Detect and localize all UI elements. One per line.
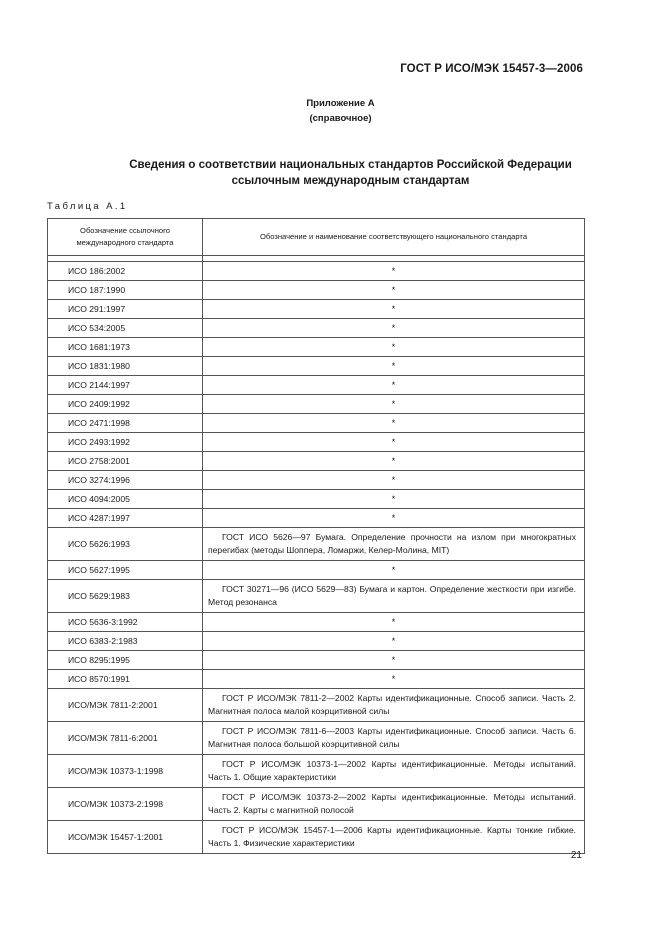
- national-standard-absent: *: [203, 561, 585, 580]
- intl-standard-cell: ИСО 8295:1995: [48, 651, 203, 670]
- table-row: [48, 471, 585, 490]
- intl-standard-cell: ИСО 1681:1973: [48, 338, 203, 357]
- national-standard-cell: ГОСТ ИСО 5626—97 Бумага. Определение прочности на излом при многократных перегибах (методы Шоппера, Ломаржи, Келер-Молина, MIT): [203, 528, 585, 561]
- intl-standard-cell: ИСО 5629:1983: [48, 580, 203, 613]
- intl-standard-cell: ИСО 291:1997: [48, 300, 203, 319]
- national-standard-absent: *: [203, 651, 585, 670]
- table-row: [48, 338, 585, 357]
- national-standard-absent: *: [203, 433, 585, 452]
- table-row: [48, 490, 585, 509]
- main-title: [0, 157, 661, 189]
- table-body: [48, 262, 585, 854]
- correspondence-table: [47, 218, 585, 854]
- intl-standard-cell: ИСО 2471:1998: [48, 414, 203, 433]
- national-standard-absent: *: [203, 509, 585, 528]
- table-row: [48, 395, 585, 414]
- table-row: [48, 561, 585, 580]
- intl-standard-cell: ИСО 4094:2005: [48, 490, 203, 509]
- document-header-code: ГОСТ Р ИСО/МЭК 15457-3—2006: [400, 63, 583, 75]
- national-standard-absent: *: [203, 262, 585, 281]
- table-row: [48, 821, 585, 854]
- national-standard-absent: *: [203, 471, 585, 490]
- table-row: [48, 670, 585, 689]
- national-standard-absent: *: [203, 281, 585, 300]
- header-intl-line1: Обозначение ссылочного: [80, 226, 170, 235]
- table-row: [48, 300, 585, 319]
- table-row: [48, 357, 585, 376]
- header-intl-line2: международного стандарта: [76, 238, 174, 247]
- intl-standard-cell: ИСО 2409:1992: [48, 395, 203, 414]
- intl-standard-cell: ИСО/МЭК 10373-1:1998: [48, 755, 203, 788]
- table-row: [48, 788, 585, 821]
- intl-standard-cell: ИСО 1831:1980: [48, 357, 203, 376]
- main-title-line1: Сведения о соответствии национальных стандартов Российской Федерации: [129, 159, 572, 171]
- national-standard-absent: *: [203, 670, 585, 689]
- table-row: [48, 281, 585, 300]
- table-row: [48, 509, 585, 528]
- table-row: [48, 651, 585, 670]
- national-standard-absent: *: [203, 376, 585, 395]
- table-caption: Таблица А.1: [47, 201, 128, 212]
- table-row: [48, 262, 585, 281]
- national-standard-absent: *: [203, 300, 585, 319]
- national-standard-absent: *: [203, 357, 585, 376]
- table-row: [48, 433, 585, 452]
- table-row: [48, 319, 585, 338]
- annex-title: Приложение А: [306, 98, 375, 109]
- intl-standard-cell: ИСО 5626:1993: [48, 528, 203, 561]
- national-standard-cell: ГОСТ Р ИСО/МЭК 10373-2—2002 Карты идентификационные. Методы испытаний. Часть 2. Карты с магнитной полосой: [203, 788, 585, 821]
- table-row: [48, 613, 585, 632]
- header-national-standard: Обозначение и наименование соответствующего национального стандарта: [203, 219, 585, 256]
- intl-standard-cell: ИСО/МЭК 10373-2:1998: [48, 788, 203, 821]
- national-standard-absent: *: [203, 632, 585, 651]
- national-standard-cell: ГОСТ Р ИСО/МЭК 7811-6—2003 Карты идентификационные. Способ записи. Часть 6. Магнитная полоса большой коэрцитивной силы: [203, 722, 585, 755]
- page-number: 21: [570, 850, 582, 861]
- annex-subtitle: (справочное): [309, 113, 372, 124]
- intl-standard-cell: ИСО 5627:1995: [48, 561, 203, 580]
- table-row: [48, 632, 585, 651]
- intl-standard-cell: ИСО 5636-3:1992: [48, 613, 203, 632]
- table-row: [48, 722, 585, 755]
- national-standard-cell: ГОСТ Р ИСО/МЭК 7811-2—2002 Карты идентификационные. Способ записи. Часть 2. Магнитная полоса малой коэрцитивной силы: [203, 689, 585, 722]
- table-row: [48, 689, 585, 722]
- intl-standard-cell: ИСО 186:2002: [48, 262, 203, 281]
- intl-standard-cell: ИСО/МЭК 15457-1:2001: [48, 821, 203, 854]
- national-standard-absent: *: [203, 490, 585, 509]
- national-standard-absent: *: [203, 452, 585, 471]
- main-title-line2: ссылочным международным стандартам: [231, 175, 470, 187]
- intl-standard-cell: ИСО/МЭК 7811-2:2001: [48, 689, 203, 722]
- table-row: [48, 755, 585, 788]
- table-header-row: [48, 219, 585, 256]
- intl-standard-cell: ИСО 2144:1997: [48, 376, 203, 395]
- intl-standard-cell: ИСО 3274:1996: [48, 471, 203, 490]
- table-row: [48, 414, 585, 433]
- national-standard-absent: *: [203, 414, 585, 433]
- table-row: [48, 580, 585, 613]
- intl-standard-cell: ИСО 534:2005: [48, 319, 203, 338]
- intl-standard-cell: ИСО 187:1990: [48, 281, 203, 300]
- annex-heading: [0, 96, 661, 126]
- national-standard-absent: *: [203, 319, 585, 338]
- intl-standard-cell: ИСО 8570:1991: [48, 670, 203, 689]
- header-intl-standard: [48, 219, 203, 256]
- national-standard-absent: *: [203, 338, 585, 357]
- national-standard-cell: ГОСТ Р ИСО/МЭК 15457-1—2006 Карты идентификационные. Карты тонкие гибкие. Часть 1. Физические характеристики: [203, 821, 585, 854]
- intl-standard-cell: ИСО 4287:1997: [48, 509, 203, 528]
- intl-standard-cell: ИСО/МЭК 7811-6:2001: [48, 722, 203, 755]
- national-standard-absent: *: [203, 395, 585, 414]
- intl-standard-cell: ИСО 6383-2:1983: [48, 632, 203, 651]
- intl-standard-cell: ИСО 2493:1992: [48, 433, 203, 452]
- table-row: [48, 376, 585, 395]
- intl-standard-cell: ИСО 2758:2001: [48, 452, 203, 471]
- national-standard-absent: *: [203, 613, 585, 632]
- national-standard-cell: ГОСТ 30271—96 (ИСО 5629—83) Бумага и картон. Определение жесткости при изгибе. Метод резонанса: [203, 580, 585, 613]
- table-row: [48, 528, 585, 561]
- table-row: [48, 452, 585, 471]
- national-standard-cell: ГОСТ Р ИСО/МЭК 10373-1—2002 Карты идентификационные. Методы испытаний. Часть 1. Общие характеристики: [203, 755, 585, 788]
